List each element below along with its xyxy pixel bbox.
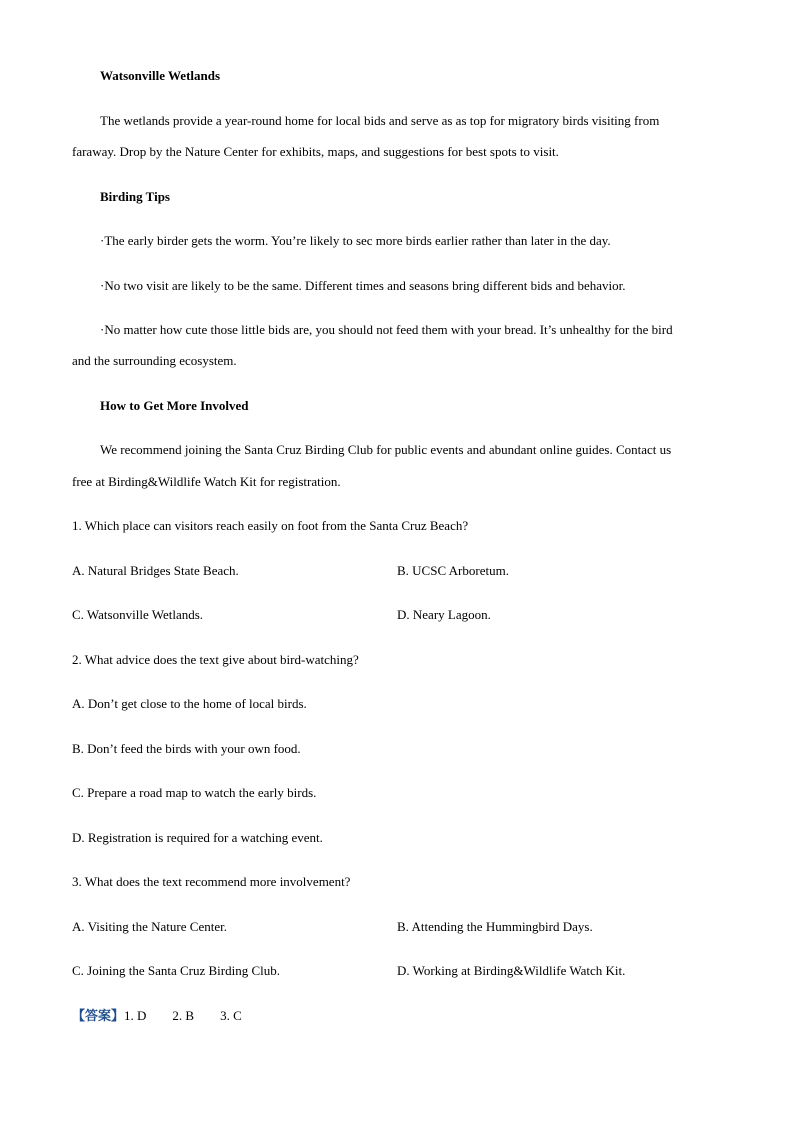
question-2-option-b: B. Don’t feed the birds with your own food. xyxy=(72,741,301,756)
tip-2: ·No two visit are likely to be the same. Different times and seasons bring different bids and behavior. xyxy=(100,278,626,293)
question-3-option-b: B. Attending the Hummingbird Days. xyxy=(397,919,593,934)
question-2-option-c: C. Prepare a road map to watch the early birds. xyxy=(72,785,317,800)
wetlands-paragraph-line-1: The wetlands provide a year-round home for local bids and serve as as top for migratory birds visiting from xyxy=(100,113,660,128)
question-2-option-a: A. Don’t get close to the home of local birds. xyxy=(72,696,307,711)
section-title-get-involved: How to Get More Involved xyxy=(100,398,249,413)
answer-values: 1. D 2. B 3. C xyxy=(124,1008,242,1023)
question-2-stem: 2. What advice does the text give about bird-watching? xyxy=(72,652,359,667)
involved-paragraph-line-1: We recommend joining the Santa Cruz Birding Club for public events and abundant online guides. Contact us xyxy=(100,442,672,457)
tip-1: ·The early birder gets the worm. You’re likely to sec more birds earlier rather than later in the day. xyxy=(100,233,611,248)
wetlands-paragraph-line-2: faraway. Drop by the Nature Center for exhibits, maps, and suggestions for best spots to visit. xyxy=(72,144,559,159)
section-title-wetlands: Watsonville Wetlands xyxy=(100,68,221,83)
answer-label: 【答案】 xyxy=(72,1008,125,1023)
question-1-option-b: B. UCSC Arboretum. xyxy=(397,563,509,578)
question-1-option-c: C. Watsonville Wetlands. xyxy=(72,607,204,622)
question-3-option-d: D. Working at Birding&Wildlife Watch Kit. xyxy=(397,963,626,978)
tip-3-line-1: ·No matter how cute those little bids are, you should not feed them with your bread. It’s unhealthy for the bird xyxy=(100,322,673,337)
question-3-option-c: C. Joining the Santa Cruz Birding Club. xyxy=(72,963,280,978)
section-title-birding-tips: Birding Tips xyxy=(100,189,170,204)
involved-paragraph-line-2: free at Birding&Wildlife Watch Kit for registration. xyxy=(72,474,341,489)
question-1-stem: 1. Which place can visitors reach easily on foot from the Santa Cruz Beach? xyxy=(72,518,469,533)
answer-key xyxy=(72,1008,242,1024)
question-1-option-d: D. Neary Lagoon. xyxy=(397,607,491,622)
question-2-option-d: D. Registration is required for a watching event. xyxy=(72,830,323,845)
question-1-option-a: A. Natural Bridges State Beach. xyxy=(72,563,239,578)
question-3-stem: 3. What does the text recommend more involvement? xyxy=(72,874,351,889)
question-3-option-a: A. Visiting the Nature Center. xyxy=(72,919,227,934)
tip-3-line-2: and the surrounding ecosystem. xyxy=(72,353,237,368)
